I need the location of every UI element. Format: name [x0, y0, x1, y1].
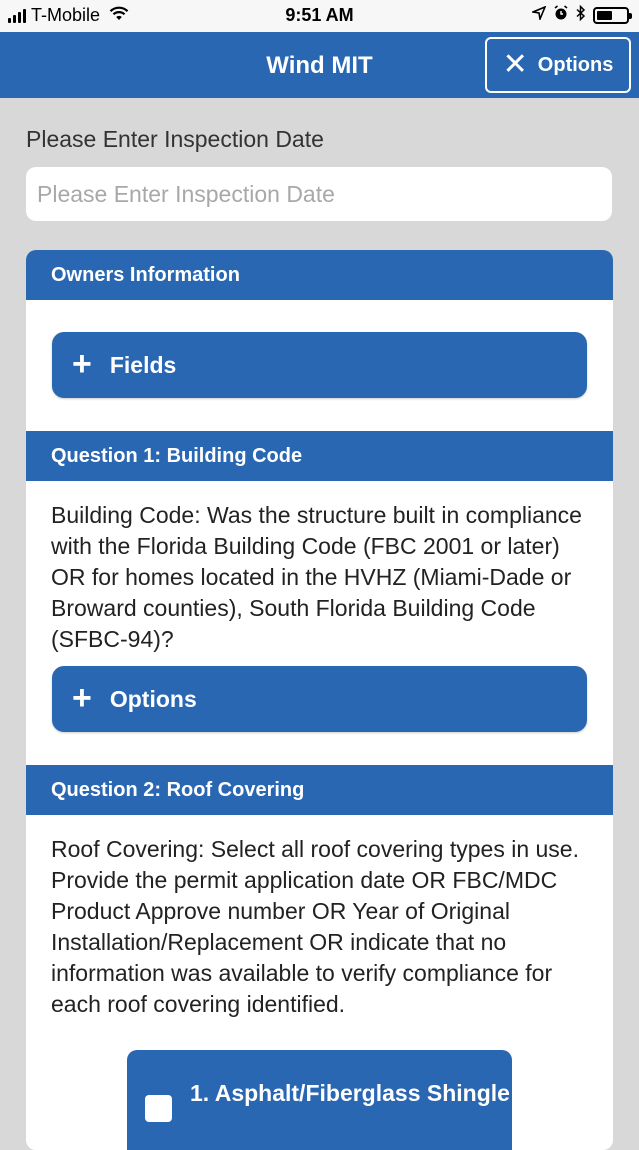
- checkbox[interactable]: [145, 1095, 172, 1122]
- alarm-icon: [553, 5, 569, 26]
- fields-button-label: Fields: [109, 351, 177, 378]
- main-content: [0, 98, 639, 1136]
- options-button-label: Options: [109, 685, 197, 712]
- question-1-text: Building Code: Was the structure built in compliance with the Florida Building Code (FBC 2001 or later) OR for homes located in the HVHZ (Miami-Dade or Broward counties), South Florida Building Code (SFBC-94)?: [51, 502, 582, 652]
- question-2-header: Question 2: Roof Covering: [26, 765, 613, 815]
- battery-icon: [593, 7, 629, 24]
- page-title: Wind MIT: [266, 52, 373, 79]
- inspection-date-label: Please Enter Inspection Date: [26, 126, 324, 152]
- plus-icon: +: [72, 344, 92, 383]
- owners-section-header: Owners Information: [26, 250, 613, 300]
- status-time: 9:51 AM: [285, 5, 354, 25]
- question-1-header: Question 1: Building Code: [26, 431, 613, 481]
- status-right: [532, 5, 629, 26]
- question-1-options-button[interactable]: [52, 666, 587, 732]
- roof-covering-option-label: 1. Asphalt/Fiberglass Shingle: [190, 1080, 510, 1106]
- owners-fields-button[interactable]: [52, 332, 587, 398]
- form-card: [26, 250, 613, 1150]
- options-button[interactable]: [485, 37, 631, 93]
- close-icon: ✕: [502, 48, 528, 81]
- nav-bar: [0, 32, 639, 98]
- carrier-label: T-Mobile: [31, 5, 101, 25]
- options-button-label: Options: [537, 53, 614, 76]
- question-2-text: Roof Covering: Select all roof covering types in use. Provide the permit application date OR FBC/MDC Product Approve number OR Year of Original Installation/Replacement OR indicate that no information was available to verify compliance for each roof covering identified.: [51, 836, 579, 1017]
- inspection-date-input[interactable]: [26, 167, 612, 221]
- plus-icon: +: [72, 678, 92, 717]
- bluetooth-icon: [576, 5, 586, 26]
- roof-covering-option[interactable]: [127, 1050, 512, 1150]
- status-bar: [0, 0, 639, 32]
- location-arrow-icon: [532, 6, 546, 25]
